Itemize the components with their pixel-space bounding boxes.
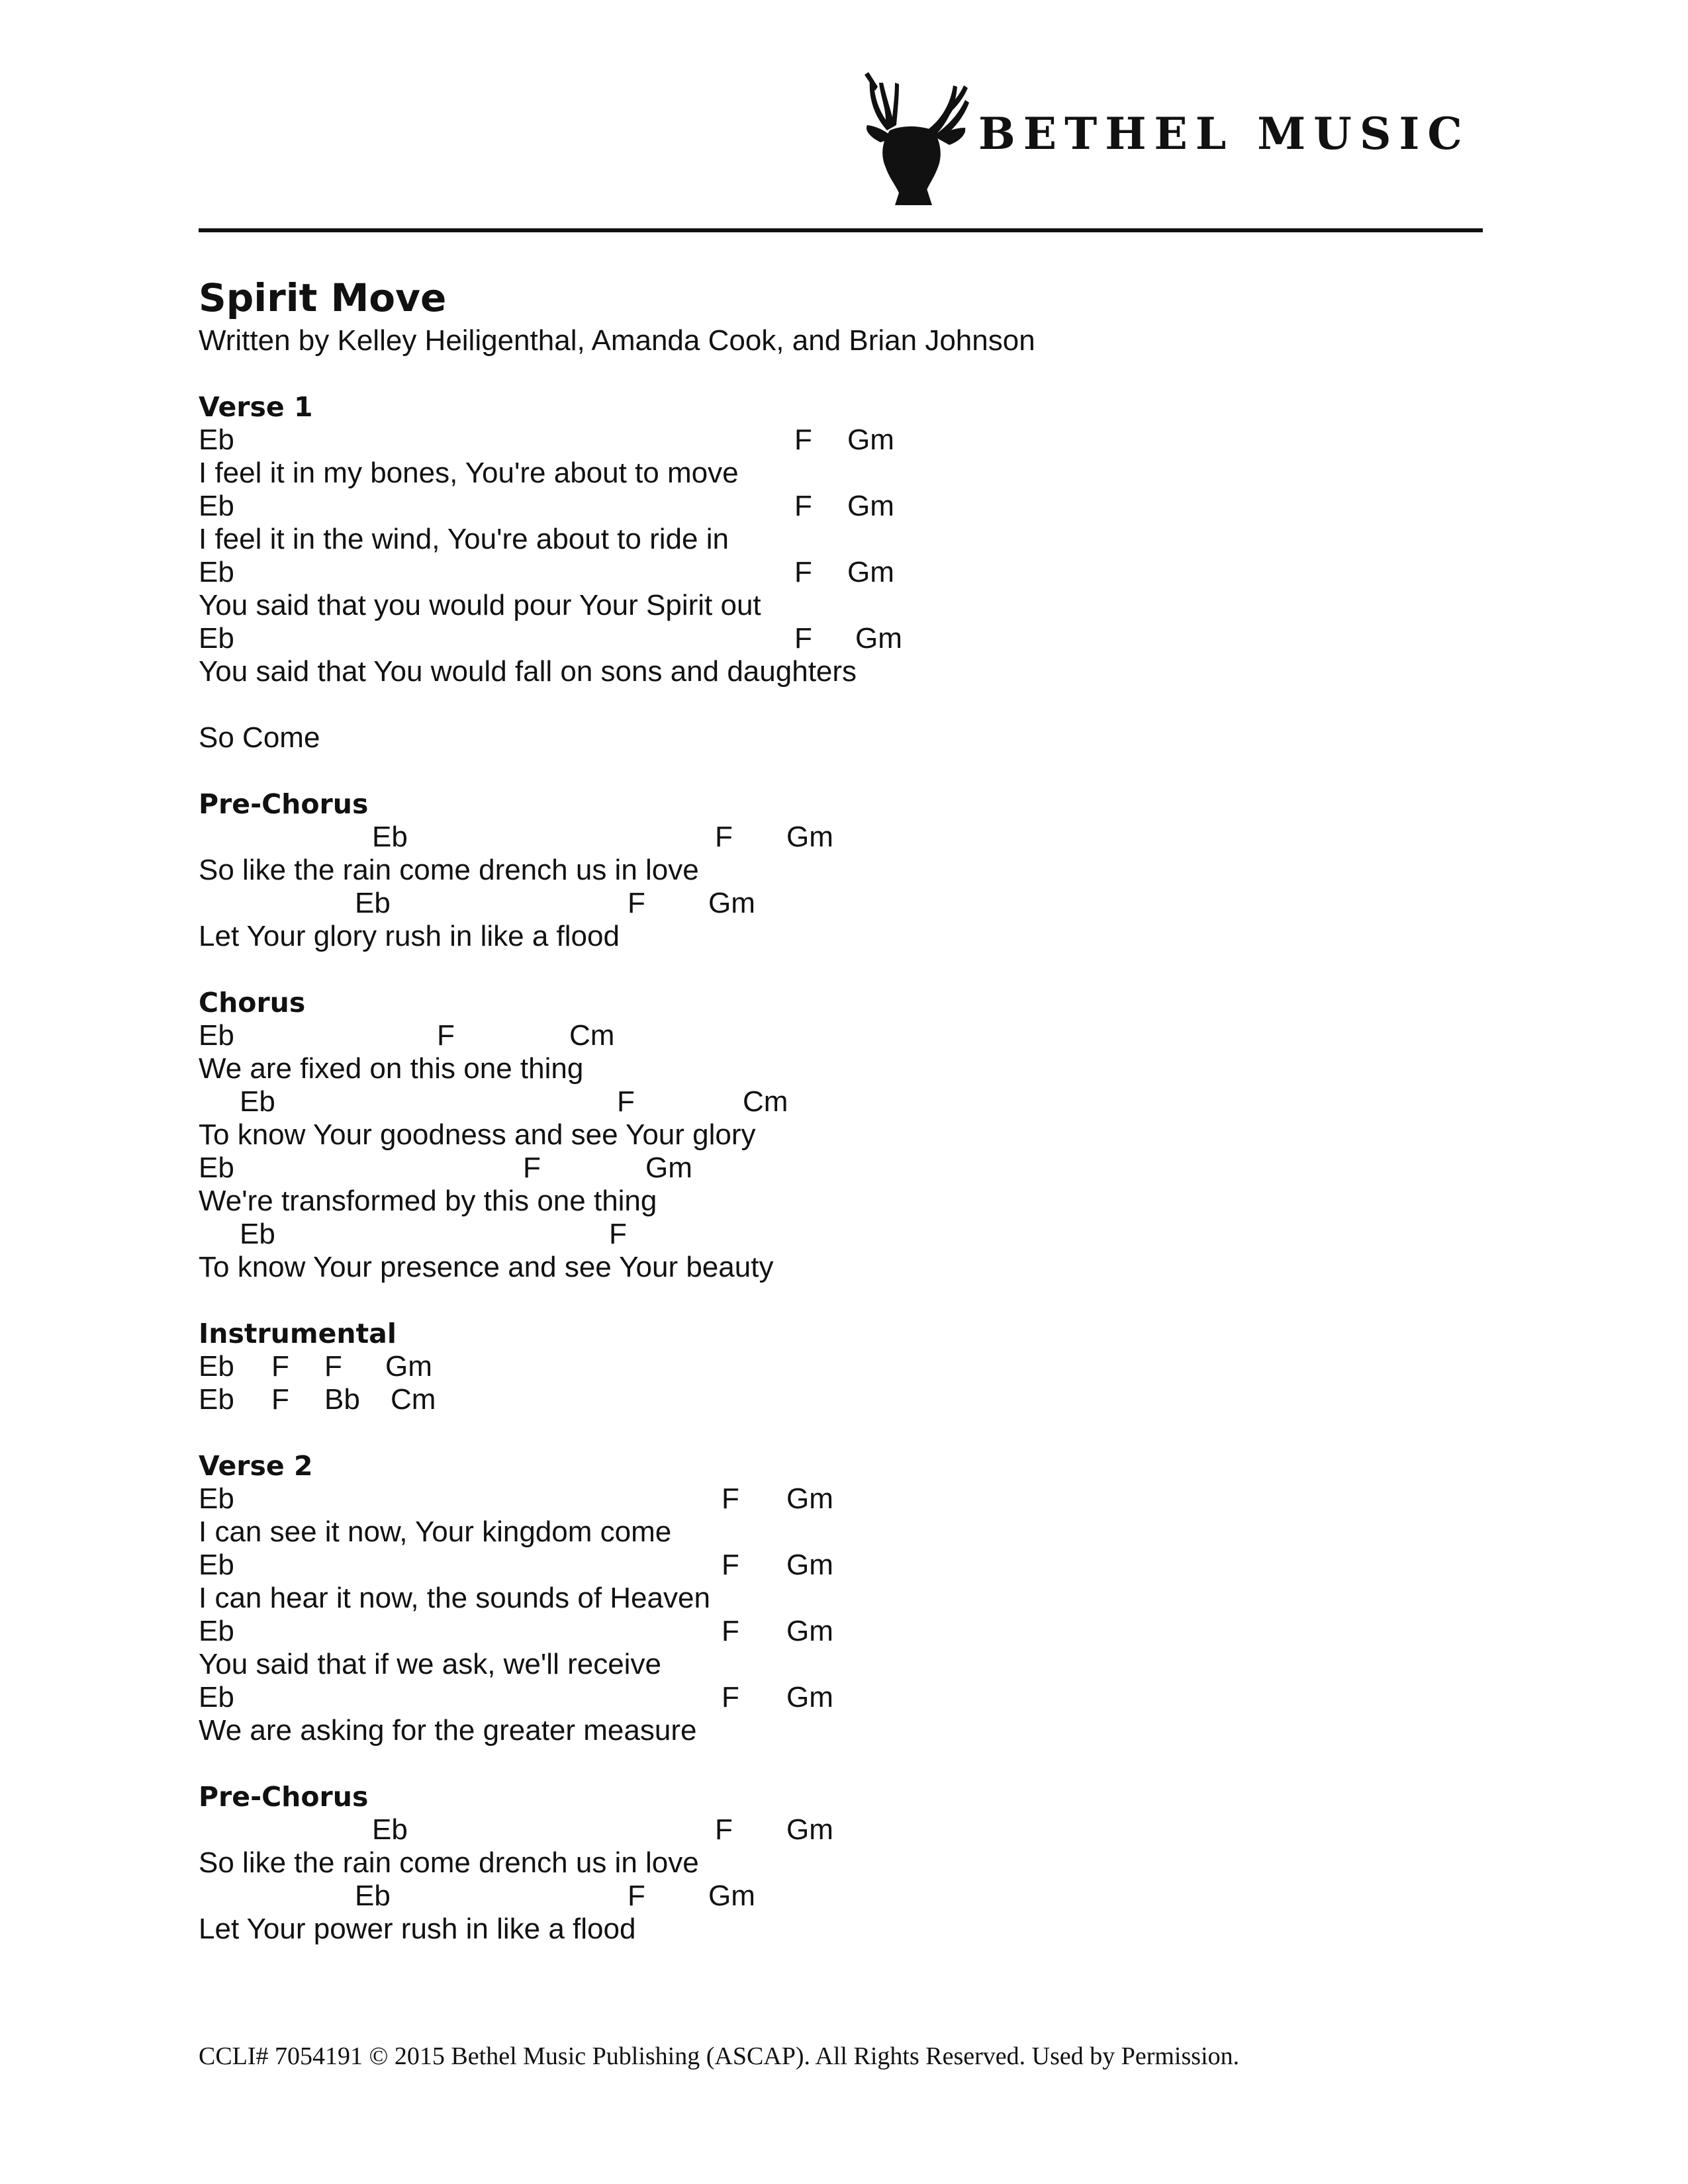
- chord: Eb: [355, 887, 391, 919]
- chord: Eb: [372, 1813, 408, 1846]
- lyric-line: We are asking for the greater measure: [199, 1714, 697, 1747]
- chord-line: [199, 1152, 1456, 1185]
- section-label: Chorus: [199, 987, 306, 1019]
- lyric-line: To know Your goodness and see Your glory: [199, 1118, 756, 1151]
- chord-line: [199, 622, 1456, 655]
- chord: Eb: [199, 1350, 234, 1383]
- chord: Gm: [786, 1482, 833, 1515]
- chord: F: [523, 1152, 541, 1184]
- chord: F: [722, 1482, 739, 1515]
- chord: Eb: [355, 1880, 391, 1912]
- chord-line: [199, 1880, 1456, 1913]
- chord: Gm: [847, 490, 894, 522]
- section-label: Pre-Chorus: [199, 788, 369, 820]
- chord: Eb: [199, 1482, 234, 1515]
- lyric-line: We are fixed on this one thing: [199, 1052, 584, 1085]
- brand-logo: [861, 56, 1470, 205]
- chord: F: [722, 1681, 739, 1713]
- chord-line: [199, 1615, 1456, 1648]
- chord: Eb: [199, 1681, 234, 1713]
- chord: Bb: [324, 1383, 360, 1416]
- chord: F: [722, 1615, 739, 1647]
- chord: Gm: [855, 622, 902, 655]
- chord: Cm: [391, 1383, 436, 1416]
- lyric-line: So Come: [199, 721, 320, 754]
- chord: Eb: [199, 424, 234, 456]
- deer-head-icon: [861, 56, 973, 205]
- chord-line: [199, 1681, 1456, 1714]
- lyric-line: So like the rain come drench us in love: [199, 1846, 699, 1879]
- chord: F: [715, 821, 733, 853]
- chord: F: [617, 1085, 635, 1118]
- chord: Gm: [786, 1681, 833, 1713]
- chord: Gm: [786, 821, 833, 853]
- section-label: Pre-Chorus: [199, 1781, 369, 1813]
- chord: Eb: [372, 821, 408, 853]
- chord-line: [199, 1813, 1456, 1846]
- lyric-line: To know Your presence and see Your beauty: [199, 1251, 774, 1283]
- chord: Eb: [199, 1549, 234, 1581]
- song-sections: [199, 357, 1456, 1946]
- chord-line: [199, 1218, 1456, 1251]
- section-spacer: [199, 1747, 1456, 1780]
- chord-line: [199, 821, 1456, 854]
- copyright-notice: CCLI# 7054191 © 2015 Bethel Music Publishing (ASCAP). All Rights Reserved. Used by Permission.: [199, 2042, 1240, 2070]
- section-label: Instrumental: [199, 1318, 397, 1349]
- chord-line: [199, 1549, 1456, 1582]
- section-spacer: [199, 357, 1456, 390]
- lyric-line: So like the rain come drench us in love: [199, 854, 699, 886]
- chord: Gm: [847, 424, 894, 456]
- brand-name: BETHEL MUSIC: [978, 108, 1470, 159]
- section-spacer: [199, 953, 1456, 986]
- chord: Eb: [199, 556, 234, 588]
- chord: Gm: [708, 1880, 755, 1912]
- song-writers: Written by Kelley Heiligenthal, Amanda Cook, and Brian Johnson: [199, 324, 1035, 357]
- lyric-line: Let Your power rush in like a flood: [199, 1913, 636, 1945]
- chord: Eb: [199, 1019, 234, 1052]
- chord-line: [199, 1482, 1456, 1516]
- lyric-line: Let Your glory rush in like a flood: [199, 920, 620, 952]
- chord-line: [199, 490, 1456, 523]
- lyric-line: I feel it in my bones, You're about to move: [199, 457, 739, 489]
- chord: F: [628, 887, 645, 919]
- lyric-line: You said that you would pour Your Spirit out: [199, 589, 761, 621]
- chord: Gm: [847, 556, 894, 588]
- lyric-line: I can hear it now, the sounds of Heaven: [199, 1582, 710, 1614]
- chord: Eb: [199, 622, 234, 655]
- chord-line: [199, 1085, 1456, 1118]
- chord: F: [715, 1813, 733, 1846]
- chord: F: [271, 1350, 289, 1383]
- lyric-line: We're transformed by this one thing: [199, 1185, 657, 1217]
- lyric-line: I can see it now, Your kingdom come: [199, 1516, 672, 1548]
- section-label: Verse 2: [199, 1450, 313, 1482]
- chord-line: [199, 887, 1456, 920]
- chord: Eb: [199, 490, 234, 522]
- chord: F: [271, 1383, 289, 1416]
- chord: Gm: [786, 1813, 833, 1846]
- chord: F: [722, 1549, 739, 1581]
- lyric-line: You said that if we ask, we'll receive: [199, 1648, 661, 1680]
- chord-line: [199, 556, 1456, 589]
- chord-line: [199, 1383, 1456, 1416]
- chord: F: [794, 424, 812, 456]
- chord: Eb: [199, 1615, 234, 1647]
- chord-sheet: [199, 271, 1456, 1946]
- chord: Gm: [786, 1615, 833, 1647]
- chord: Eb: [240, 1218, 275, 1250]
- header-divider: [199, 228, 1483, 232]
- chord: Eb: [199, 1152, 234, 1184]
- chord: Eb: [240, 1085, 275, 1118]
- chord: F: [794, 556, 812, 588]
- section-label: Verse 1: [199, 391, 313, 423]
- chord: Gm: [708, 887, 755, 919]
- chord: Gm: [786, 1549, 833, 1581]
- section-spacer: [199, 1416, 1456, 1449]
- chord-line: [199, 1019, 1456, 1052]
- chord: F: [324, 1350, 342, 1383]
- section-spacer: [199, 1284, 1456, 1317]
- chord: F: [609, 1218, 627, 1250]
- chord: Gm: [645, 1152, 692, 1184]
- chord: Cm: [569, 1019, 615, 1052]
- chord: F: [794, 490, 812, 522]
- section-spacer: [199, 754, 1456, 788]
- lyric-line: You said that You would fall on sons and daughters: [199, 655, 857, 688]
- chord: F: [794, 622, 812, 655]
- chord: Gm: [385, 1350, 432, 1383]
- line-spacer: [199, 688, 1456, 721]
- chord: F: [437, 1019, 455, 1052]
- lyric-line: I feel it in the wind, You're about to ride in: [199, 523, 729, 555]
- chord: F: [628, 1880, 645, 1912]
- chord: Cm: [743, 1085, 788, 1118]
- chord-line: [199, 1350, 1456, 1383]
- chord: Eb: [199, 1383, 234, 1416]
- song-title: Spirit Move: [199, 275, 447, 320]
- chord-line: [199, 424, 1456, 457]
